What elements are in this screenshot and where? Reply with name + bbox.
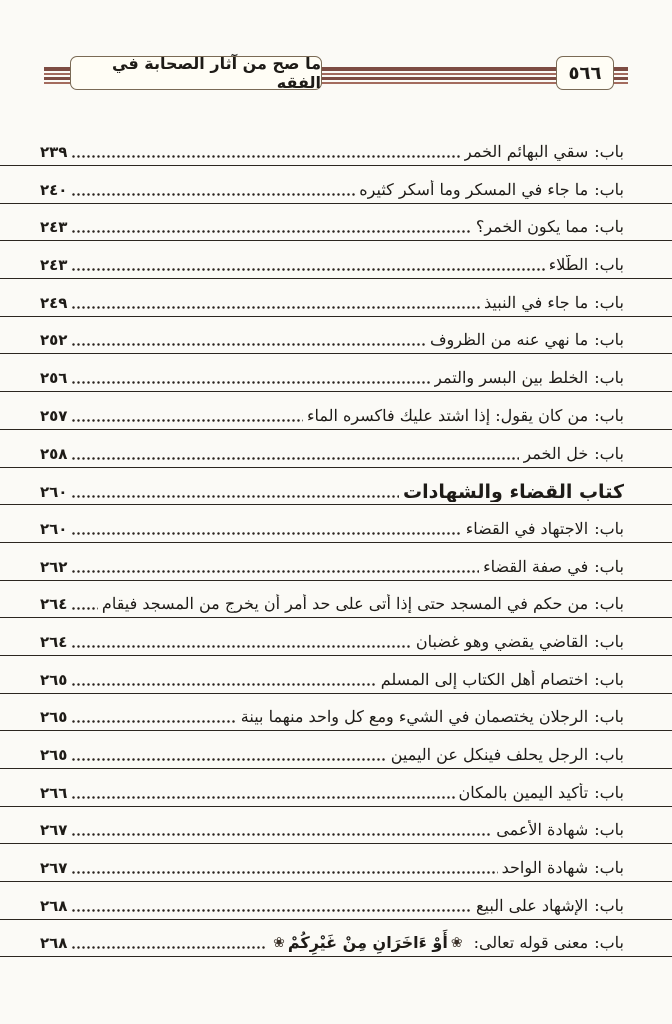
dot-leader — [71, 945, 266, 950]
toc-page-number: ٢٦٧ — [40, 821, 68, 840]
toc-page-number: ٢٦٧ — [40, 859, 68, 878]
toc-entry — [0, 661, 672, 694]
toc-page-number: ٢٦٦ — [40, 783, 68, 802]
dot-leader — [71, 229, 471, 234]
dot-leader — [71, 719, 236, 724]
toc-entry-title: شهادة الواحد — [501, 858, 589, 878]
toc-entry-prefix: باب: — [594, 330, 624, 350]
toc-entry — [0, 435, 672, 468]
dot-leader — [71, 682, 376, 687]
toc-page-number: ٢٦٤ — [40, 632, 68, 651]
dot-leader — [71, 305, 480, 310]
toc-entry — [0, 510, 672, 543]
toc-entry — [0, 284, 672, 317]
toc-page-number: ٢٦٢ — [40, 557, 68, 576]
toc-entry-title: الاجتهاد في القضاء — [465, 518, 589, 538]
toc-entry-title: معنى قوله تعالى: — [473, 933, 589, 953]
toc-entry-title: الخلط بين البسر والتمر — [434, 368, 589, 388]
toc-line — [40, 858, 624, 878]
toc-line — [40, 783, 624, 803]
toc-page-number: ٢٦٠ — [40, 483, 68, 502]
toc-page-number: ٢٤٩ — [40, 293, 68, 312]
toc-line — [40, 670, 624, 690]
toc-page-number: ٢٥٢ — [40, 331, 68, 350]
toc-entry-title: مما يكون الخمر؟ — [475, 217, 589, 237]
toc-page-number: ٢٦٥ — [40, 746, 68, 764]
toc-entry-title: الرجل يحلف فينكل عن اليمين — [390, 745, 589, 764]
dot-leader — [71, 342, 426, 347]
toc-entry — [0, 133, 672, 166]
dot-leader — [71, 154, 460, 159]
dot-leader — [71, 569, 479, 574]
toc-entry-prefix: باب: — [594, 179, 624, 199]
ornament-icon: ❀ — [273, 935, 285, 952]
toc-entry-title: الرجلان يختصمان في الشيء ومع كل واحد منهما بينة — [240, 707, 589, 727]
toc-entry — [0, 698, 672, 731]
toc-line — [40, 557, 624, 577]
toc-entry-title: خل الخمر — [523, 443, 589, 463]
dot-leader — [71, 644, 411, 649]
toc-line — [40, 896, 624, 916]
toc-entry — [0, 736, 672, 769]
toc-page-number: ٢٥٨ — [40, 444, 68, 463]
toc-entry-prefix: باب: — [594, 895, 624, 915]
toc-page-number: ٢٤٣ — [40, 218, 68, 237]
toc-entry-title: ما جاء في النبيذ — [484, 292, 589, 312]
toc-entry-title: من حكم في المسجد حتى إذا أتى على حد أمر أن يخرج من المسجد فيقام — [101, 594, 589, 614]
toc-line — [40, 519, 624, 539]
toc-entry-prefix: باب: — [594, 933, 624, 953]
toc-line — [40, 217, 624, 237]
toc-line — [40, 293, 624, 313]
toc-entry — [0, 359, 672, 392]
page-header — [0, 50, 672, 100]
ornament-icon: ❀ — [450, 935, 463, 952]
toc-line — [40, 444, 624, 464]
toc-entry-prefix: باب: — [594, 858, 624, 878]
toc-entry-prefix: باب: — [594, 255, 624, 275]
toc-entry-prefix: باب: — [594, 292, 624, 312]
dot-leader — [71, 380, 430, 385]
running-title: ما صح من آثار الصحابة في الفقه — [70, 56, 322, 90]
toc-entry-prefix: باب: — [594, 518, 624, 538]
toc-entry-title: في صفة القضاء — [483, 556, 589, 576]
dot-leader — [71, 606, 97, 611]
dot-leader — [71, 832, 492, 837]
toc-line — [40, 406, 624, 426]
toc-entry-title: الإشهاد على البيع — [476, 895, 589, 915]
toc-entry-prefix: باب: — [594, 594, 624, 614]
toc-entry-prefix: باب: — [594, 142, 624, 161]
toc-entry — [0, 397, 672, 430]
toc-page-number: ٢٦٥ — [40, 708, 68, 727]
toc-entry-title: سقي البهائم الخمر — [463, 142, 589, 161]
toc-line — [40, 745, 624, 765]
dot-leader — [71, 192, 355, 197]
toc-page-number: ٢٥٧ — [40, 406, 68, 425]
toc-entry-title: شهادة الأعمى — [496, 820, 589, 840]
toc-entry-title: ما نهي عنه من الظروف — [429, 330, 589, 350]
quote-text: أَوْ ءَاخَرَانِ مِنْ غَيْرِكُمْ — [287, 933, 448, 953]
page-number: ٥٦٦ — [556, 56, 614, 90]
toc-entry-prefix: باب: — [594, 217, 624, 237]
toc-page-number: ٢٦٨ — [40, 896, 68, 915]
toc-page-number: ٢٦٨ — [40, 934, 68, 953]
dot-leader — [71, 456, 519, 461]
toc-entry-title: اختصام أهل الكتاب إلى المسلم — [380, 669, 589, 689]
dot-leader — [71, 795, 454, 800]
toc-entry-prefix: باب: — [594, 745, 624, 764]
toc-entry — [0, 208, 672, 241]
toc-entry-prefix: باب: — [594, 631, 624, 651]
toc-page-number: ٢٦٤ — [40, 595, 68, 614]
toc-page-number: ٢٦٥ — [40, 670, 68, 689]
toc-entry — [0, 774, 672, 807]
toc-page-number: ٢٣٩ — [40, 143, 68, 161]
toc-entry — [0, 924, 672, 957]
toc-entry-prefix: باب: — [594, 820, 624, 840]
toc-entry — [0, 887, 672, 920]
toc-entry-title: من كان يقول: إذا اشتد عليك فاكسره الماء — [306, 405, 589, 425]
dot-leader — [71, 531, 461, 536]
toc-line — [40, 482, 624, 502]
toc-line — [40, 933, 624, 953]
quran-quote — [270, 933, 465, 953]
section-title: كتاب القضاء والشهادات — [403, 482, 624, 503]
toc-entry-title: القاضي يقضي وهو غضبان — [415, 631, 589, 651]
toc-entry-title: الطّلاء — [548, 255, 589, 275]
toc-entry-prefix: باب: — [594, 782, 624, 802]
dot-leader — [71, 267, 544, 272]
toc-line — [40, 632, 624, 652]
dot-leader — [71, 870, 497, 875]
toc-entry — [0, 171, 672, 204]
toc-entry-prefix: باب: — [594, 556, 624, 576]
toc-line — [40, 255, 624, 275]
toc-entry-prefix: باب: — [594, 443, 624, 463]
toc-entry-prefix: باب: — [594, 405, 624, 425]
toc-entry — [0, 548, 672, 581]
toc-line — [40, 180, 624, 200]
toc-line — [40, 330, 624, 350]
toc-page-number: ٢٤٣ — [40, 256, 68, 275]
toc-entry — [0, 623, 672, 656]
toc-entry — [0, 585, 672, 618]
dot-leader — [71, 757, 386, 762]
dot-leader — [71, 494, 399, 499]
toc-line — [40, 368, 624, 388]
dot-leader — [71, 908, 472, 913]
toc-section-heading — [0, 472, 672, 505]
toc-entry — [0, 246, 672, 279]
toc-page-number: ٢٥٦ — [40, 369, 68, 388]
dot-leader — [71, 418, 302, 423]
toc-line — [40, 820, 624, 840]
toc-entry-prefix: باب: — [594, 707, 624, 727]
toc-entry-prefix: باب: — [594, 368, 624, 388]
toc-entry — [0, 321, 672, 354]
toc-line — [40, 142, 624, 162]
toc-entry — [0, 811, 672, 844]
toc-entry-prefix: باب: — [594, 669, 624, 689]
toc-line — [40, 594, 624, 614]
toc-entry-title: ما جاء في المسكر وما أسكر كثيره — [359, 179, 589, 199]
table-of-contents — [0, 133, 672, 962]
toc-entry — [0, 849, 672, 882]
toc-line — [40, 707, 624, 727]
toc-page-number: ٢٦٠ — [40, 519, 68, 538]
toc-page-number: ٢٤٠ — [40, 180, 68, 199]
toc-entry-title: تأكيد اليمين بالمكان — [458, 782, 589, 802]
